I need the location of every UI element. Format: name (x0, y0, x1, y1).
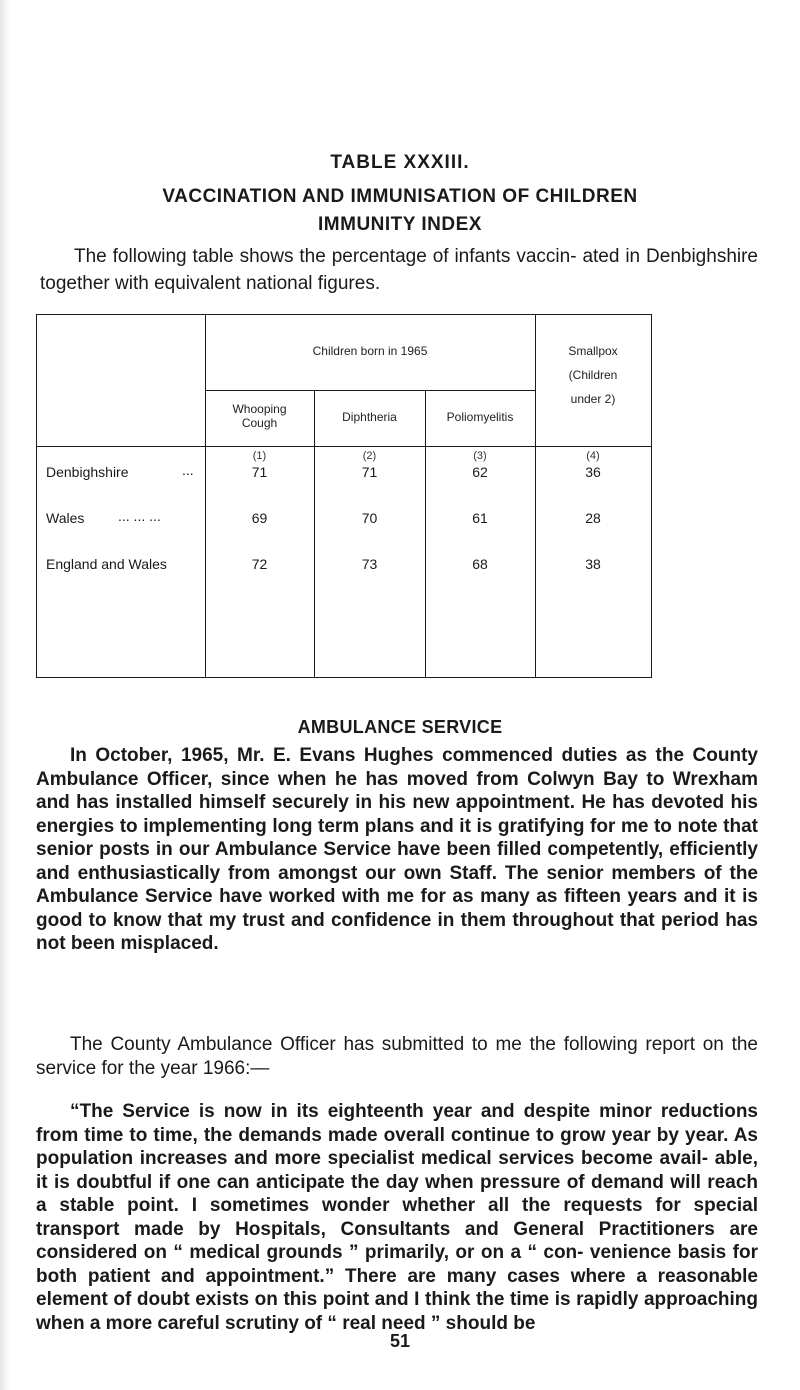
col-number-1: (1) (252, 450, 267, 462)
row-label-text: Denbighshire (46, 464, 129, 480)
table-top-rule (36, 314, 652, 315)
vaccination-table (36, 314, 652, 678)
ambulance-paragraph-2: The County Ambulance Officer has submitted to me the following report on the service for the year 1966:— (36, 1034, 758, 1079)
cell-denbighshire-diphtheria: 71 (361, 464, 378, 480)
cell-england-smallpox: 38 (585, 556, 601, 572)
page-title: VACCINATION AND IMMUNISATION OF CHILDREN (162, 186, 638, 207)
section-heading: AMBULANCE SERVICE (297, 717, 503, 737)
cell-denbighshire-smallpox: 36 (585, 464, 601, 480)
col1-rule (314, 390, 315, 678)
row-label-text: Wales (46, 510, 85, 526)
cell-denbighshire-whooping: 71 (251, 464, 268, 480)
polio-header: Poliomyelitis (446, 410, 514, 424)
cell-wales-diphtheria: 70 (361, 510, 378, 526)
ambulance-report-quote: “The Service is now in its eighteenth year and despite minor reductions from time to time, the demands made overall continue to grow year by year. As population increases and more specialist medical services become avail- able, it is doubtful if one can anticipate the day when pressure of demand will reach a stable point. I sometimes wonder whether all the requests for special transport made by Hospitals, Consultants and General Practitioners are considered on “ medical grounds ” primarily, or on a “ con- venience basis for both patient and appointment.” There are many cases where a reasonable element of doubt exists on this point and I think the time is rapidly approaching when a more careful scrutiny of “ real need ” should be (36, 1101, 758, 1334)
whooping-header-line2: Cough (241, 416, 278, 430)
cell-denbighshire-polio: 62 (472, 464, 488, 480)
row-label-england-and-wales (46, 556, 167, 572)
cell-england-polio: 68 (472, 556, 488, 572)
smallpox-header-line1: Smallpox (568, 344, 618, 358)
row-label-wales (46, 510, 84, 526)
cell-england-whooping: 72 (251, 556, 268, 572)
group-header: Children born in 1965 (312, 344, 428, 358)
row-label-denbighshire (46, 464, 129, 480)
col-number-2: (2) (362, 450, 377, 462)
table-left-rule (36, 314, 37, 678)
table-bottom-rule (36, 677, 652, 678)
col-number-4: (4) (586, 450, 600, 462)
cell-england-diphtheria: 73 (361, 556, 378, 572)
page-number: 51 (389, 1331, 411, 1351)
smallpox-header-line3: under 2) (570, 392, 616, 406)
whooping-header-line1: Whooping (232, 402, 287, 416)
row-leader: ... ... ... (118, 508, 161, 524)
table-right-rule (651, 314, 652, 678)
cell-wales-smallpox: 28 (585, 510, 601, 526)
cell-wales-whooping: 69 (251, 510, 268, 526)
page-subtitle: IMMUNITY INDEX (318, 214, 482, 235)
table-label: TABLE XXXIII. (330, 152, 470, 173)
ambulance-paragraph-1: In October, 1965, Mr. E. Evans Hughes commenced duties as the County Ambulance Officer, since when he has moved from Colwyn Bay to Wrexham and has installed himself securely in his new appointment. He has devoted his energies to implementing long term plans and it is gratifying for me to note that senior posts in our Ambulance Service have been filled competently, efficiently and enthusiastically from amongst our own Staff. The senior members of the Ambulance Service have worked with me for as many as fifteen years and it is good to know that my trust and confidence in them throughout that period has not been misplaced. (36, 745, 758, 954)
cell-wales-polio: 61 (472, 510, 488, 526)
row-label-text: England and Wales (46, 556, 167, 572)
header-bottom-rule (36, 446, 652, 447)
smallpox-header-line2: (Children (568, 368, 618, 382)
intro-paragraph: The following table shows the percentage of infants vaccin- ated in Denbighshire together with equivalent national figures. (40, 246, 758, 294)
diphtheria-header: Diphtheria (342, 410, 397, 424)
col-number-3: (3) (473, 450, 487, 462)
row-leader: ... (182, 462, 194, 478)
rowlabel-col-rule (205, 314, 206, 678)
col2-rule (425, 390, 426, 678)
group-header-rule (205, 390, 535, 391)
page-edge-shadow (0, 0, 10, 1390)
